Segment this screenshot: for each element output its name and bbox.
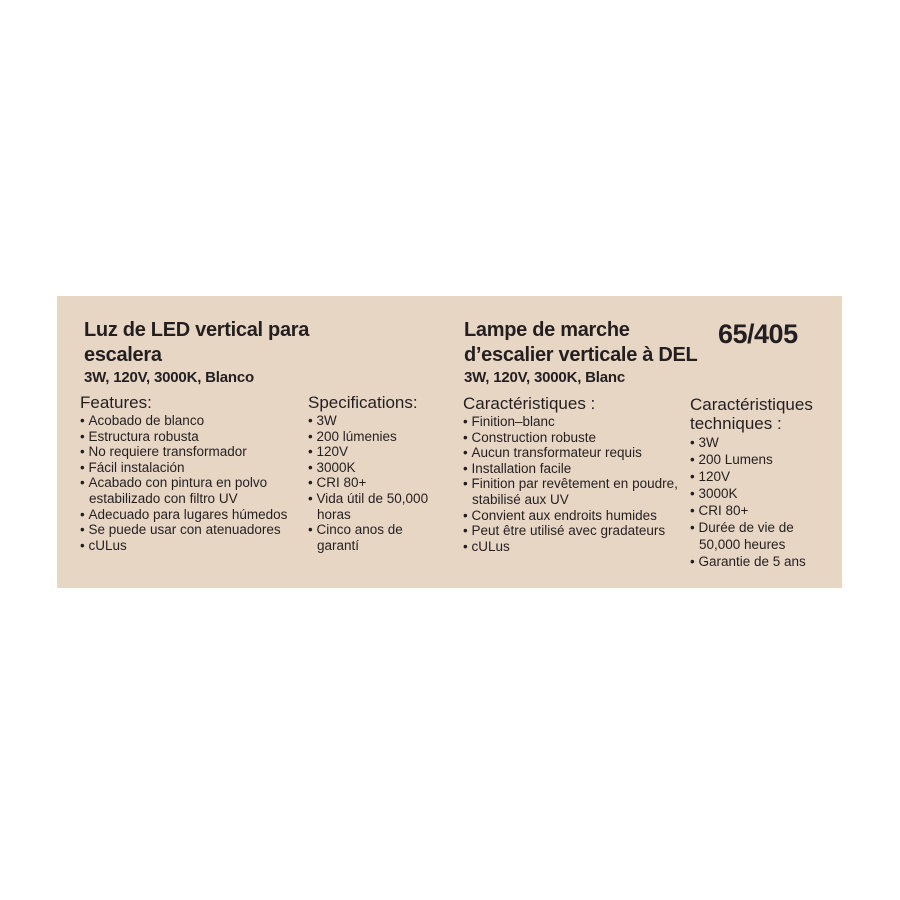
list-item: • 3W	[308, 413, 448, 429]
list-item: • 200 lúmenies	[308, 429, 448, 445]
list-item: • Garantie de 5 ans	[690, 553, 820, 570]
list-item: • Finition par revêtement en poudre, stabilisé aux UV	[463, 476, 688, 507]
french-subtitle: 3W, 120V, 3000K, Blanc	[464, 369, 625, 386]
list-item: • 3000K	[690, 485, 820, 502]
list-item: • Aucun transformateur requis	[463, 445, 688, 461]
french-specs-list	[690, 434, 820, 570]
list-item: • Construction robuste	[463, 430, 688, 446]
list-item: • CRI 80+	[308, 475, 448, 491]
french-header	[464, 318, 719, 387]
list-item: • 120V	[308, 444, 448, 460]
french-title: Lampe de marche d’escalier verticale à DEL	[464, 319, 698, 366]
list-item: • Installation facile	[463, 461, 688, 477]
list-item: • 200 Lumens	[690, 451, 820, 468]
list-item: • Vida útil de 50,000 horas	[308, 491, 448, 522]
french-specs	[690, 389, 820, 570]
list-item: • cULus	[80, 538, 305, 554]
list-item: • Acabado con pintura en polvo estabilizado con filtro UV	[80, 475, 305, 506]
french-specs-heading: Caractéristiques techniques :	[690, 395, 813, 433]
list-item: • Finition–blanc	[463, 414, 688, 430]
list-item: • No requiere transformador	[80, 444, 305, 460]
list-item: • 3W	[690, 434, 820, 451]
list-item: • Cinco anos de garantí	[308, 522, 448, 553]
product-label-panel	[57, 296, 842, 588]
list-item: • 3000K	[308, 460, 448, 476]
spanish-features-list	[80, 413, 305, 553]
list-item: • Estructura robusta	[80, 429, 305, 445]
list-item: • Peut être utilisé avec gradateurs	[463, 523, 688, 539]
spanish-features	[80, 388, 305, 553]
list-item: • Acobado de blanco	[80, 413, 305, 429]
list-item: • 120V	[690, 468, 820, 485]
list-item: • Durée de vie de 50,000 heures	[690, 519, 820, 553]
spanish-specs	[308, 388, 448, 553]
model-number: 65/405	[718, 319, 798, 349]
spanish-subtitle: 3W, 120V, 3000K, Blanco	[84, 369, 254, 386]
french-features	[463, 389, 688, 554]
spanish-title: Luz de LED vertical para escalera	[84, 319, 310, 366]
list-item: • Se puede usar con atenuadores	[80, 522, 305, 538]
spanish-features-heading: Features:	[80, 393, 152, 412]
spanish-header	[84, 318, 384, 387]
list-item: • CRI 80+	[690, 502, 820, 519]
list-item: • Adecuado para lugares húmedos	[80, 507, 305, 523]
spanish-specs-list	[308, 413, 448, 553]
french-features-list	[463, 414, 688, 554]
spanish-specs-heading: Specifications:	[308, 393, 418, 412]
french-features-heading: Caractéristiques :	[463, 394, 596, 413]
list-item: • cULus	[463, 539, 688, 555]
list-item: • Fácil instalación	[80, 460, 305, 476]
list-item: • Convient aux endroits humides	[463, 508, 688, 524]
